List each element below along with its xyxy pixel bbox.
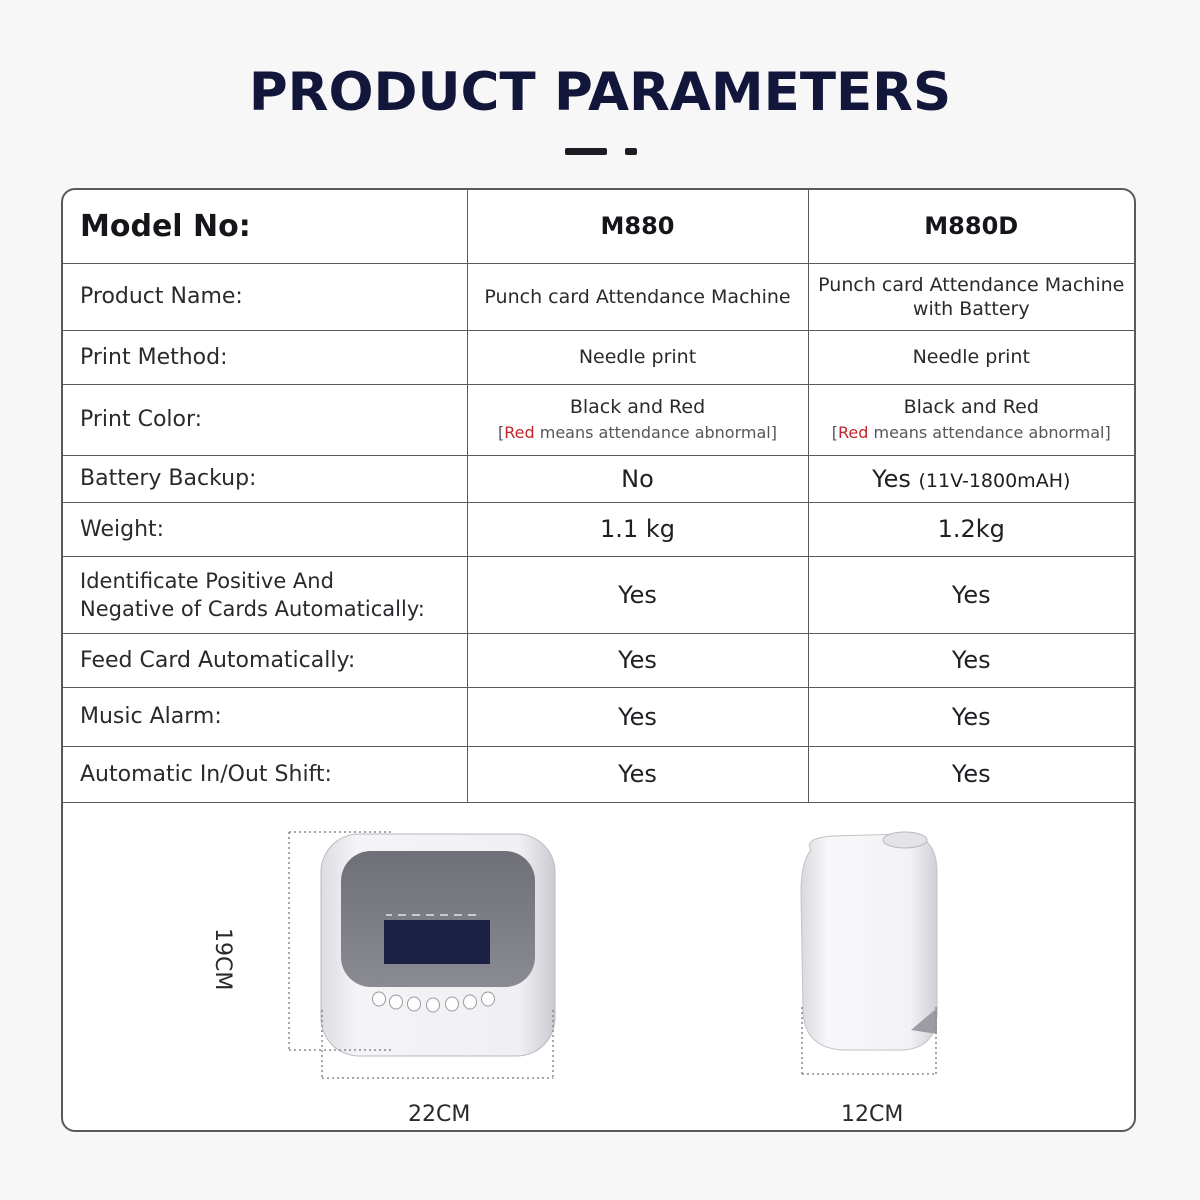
- cell-m880: Yes: [467, 633, 808, 687]
- table-row: [63, 502, 1134, 556]
- row-label: Product Name:: [63, 263, 467, 330]
- table-row: [63, 687, 1134, 746]
- note-bracket-open: [: [831, 422, 838, 442]
- note-red-word: Red: [504, 422, 535, 442]
- row-label-line1: Identificate Positive And: [80, 568, 334, 593]
- title-underline-short: [625, 148, 637, 155]
- row-label: Music Alarm:: [63, 687, 467, 746]
- cell-m880d: [808, 384, 1134, 455]
- table-row: [63, 633, 1134, 687]
- battery-yes: Yes: [872, 464, 911, 493]
- row-label-line2: Negative of Cards Automatically:: [80, 596, 425, 621]
- product-dimension-images: [63, 802, 1134, 1132]
- print-color-note: [472, 421, 804, 445]
- title-underline-long: [565, 148, 607, 155]
- cell-m880d: Yes: [808, 687, 1134, 746]
- cell-m880: [467, 384, 808, 455]
- parameters-card: [61, 188, 1136, 1132]
- cell-m880d: 1.2kg: [808, 502, 1134, 556]
- cell-m880: Yes: [467, 687, 808, 746]
- cell-m880: No: [467, 455, 808, 502]
- row-label: Feed Card Automatically:: [63, 633, 467, 687]
- note-red-word: Red: [838, 422, 869, 442]
- lcd-screen: [384, 920, 490, 964]
- cell-m880: 1.1 kg: [467, 502, 808, 556]
- row-label: Print Method:: [63, 330, 467, 384]
- side-machine-image: [801, 832, 937, 1074]
- table-header-row: [63, 190, 1134, 263]
- table-row: [63, 263, 1134, 330]
- note-bracket-close: ]: [770, 422, 777, 442]
- cell-m880d: Yes: [808, 556, 1134, 633]
- front-height-label: 19CM: [210, 928, 235, 991]
- cell-m880d: [808, 455, 1134, 502]
- cell-m880: Yes: [467, 556, 808, 633]
- cell-m880d: Yes: [808, 746, 1134, 802]
- cell-m880: Needle print: [467, 330, 808, 384]
- note-bracket-open: [: [498, 422, 505, 442]
- header-label: Model No:: [63, 190, 467, 263]
- front-machine-image: [289, 832, 555, 1078]
- cell-m880: Yes: [467, 746, 808, 802]
- cell-m880d: Punch card Attendance Machine with Battery: [808, 263, 1134, 330]
- table-row: [63, 455, 1134, 502]
- note-text: means attendance abnormal: [534, 422, 771, 442]
- row-label: Print Color:: [63, 384, 467, 455]
- side-depth-label: 12CM: [841, 1102, 904, 1127]
- print-color-note: [813, 421, 1131, 445]
- cell-m880d: Needle print: [808, 330, 1134, 384]
- parameters-table: [63, 190, 1134, 803]
- front-width-label: 22CM: [408, 1102, 471, 1127]
- row-label: Automatic In/Out Shift:: [63, 746, 467, 802]
- cell-m880d: Yes: [808, 633, 1134, 687]
- table-row: [63, 746, 1134, 802]
- table-row: [63, 556, 1134, 633]
- row-label: Weight:: [63, 502, 467, 556]
- table-row: [63, 330, 1134, 384]
- note-bracket-close: ]: [1104, 422, 1111, 442]
- header-model-m880: M880: [467, 190, 808, 263]
- page-title: PRODUCT PARAMETERS: [248, 62, 952, 123]
- print-color-value: Black and Red: [569, 395, 706, 418]
- row-label: Battery Backup:: [63, 455, 467, 502]
- cell-m880: Punch card Attendance Machine: [467, 263, 808, 330]
- battery-spec: (11V-1800mAH): [918, 469, 1071, 492]
- table-row: [63, 384, 1134, 455]
- header-model-m880d: M880D: [808, 190, 1134, 263]
- note-text: means attendance abnormal: [868, 422, 1105, 442]
- print-color-value: Black and Red: [903, 395, 1039, 418]
- row-label: [63, 556, 467, 633]
